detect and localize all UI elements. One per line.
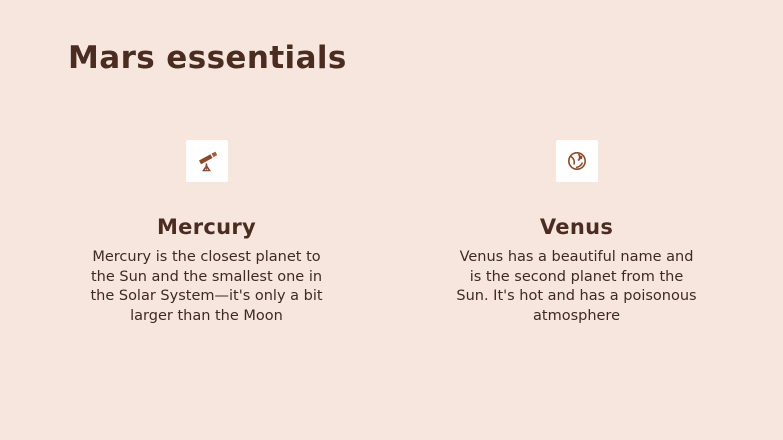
column-body: Venus has a beautiful name and is the second planet from the Sun. It's hot and has a poisonous atmosphere xyxy=(456,249,697,324)
page-title: Mars essentials xyxy=(68,40,347,76)
planet-icon xyxy=(556,140,598,182)
column-title: Venus xyxy=(539,215,614,239)
column-mercury xyxy=(52,140,362,326)
telescope-icon xyxy=(186,140,228,182)
column-body: Mercury is the closest planet to the Sun and the smallest one in the Solar System—it's only a bit larger than the Moon xyxy=(90,249,323,324)
column-venus xyxy=(422,140,732,326)
columns-container xyxy=(0,140,783,326)
column-title: Mercury xyxy=(156,215,257,239)
